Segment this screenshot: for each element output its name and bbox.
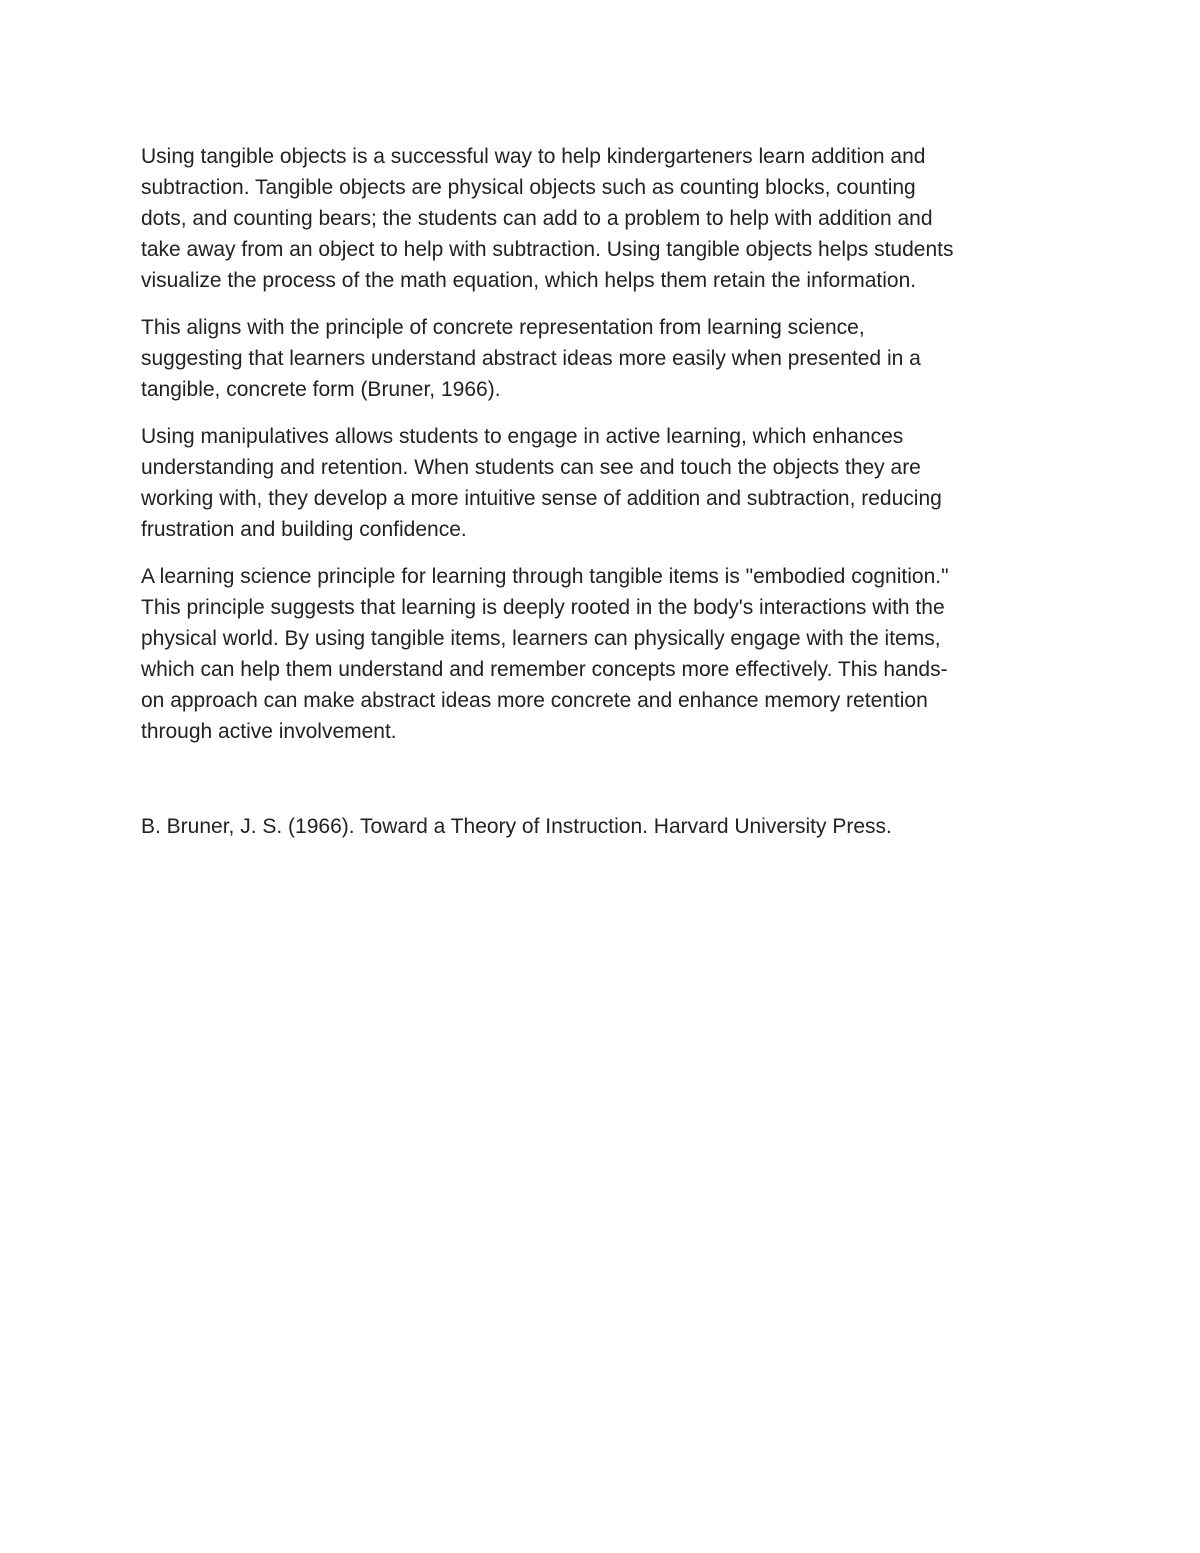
paragraph-embodied-cognition: A learning science principle for learning through tangible items is "embodied cognition." This principle suggests that learning is deeply rooted in the body's interactions with the physical world. By using tangible items, learners can physically engage with the items, which can help them understand and remember concepts more effectively. This hands- on approach can make abstract ideas more concrete and enhance memory retention through active involvement.: [141, 565, 949, 743]
document-page: [141, 141, 1061, 858]
reference-citation: B. Bruner, J. S. (1966). Toward a Theory of Instruction. Harvard University Press.: [141, 815, 892, 838]
paragraph-manipulatives: Using manipulatives allows students to engage in active learning, which enhances understanding and retention. When students can see and touch the objects they are working with, they develop a more intuitive sense of addition and subtraction, reducing frustration and building confidence.: [141, 425, 942, 541]
paragraph-tangible-objects: Using tangible objects is a successful way to help kindergarteners learn addition and subtraction. Tangible objects are physical objects such as counting blocks, counting dots, and counting bears; the students can add to a problem to help with addition and take away from an object to help with subtraction. Using tangible objects helps students visualize the process of the math equation, which helps them retain the information.: [141, 145, 954, 292]
paragraph-concrete-representation: This aligns with the principle of concrete representation from learning science, suggesting that learners understand abstract ideas more easily when presented in a tangible, concrete form (Bruner, 1966).: [141, 316, 921, 401]
